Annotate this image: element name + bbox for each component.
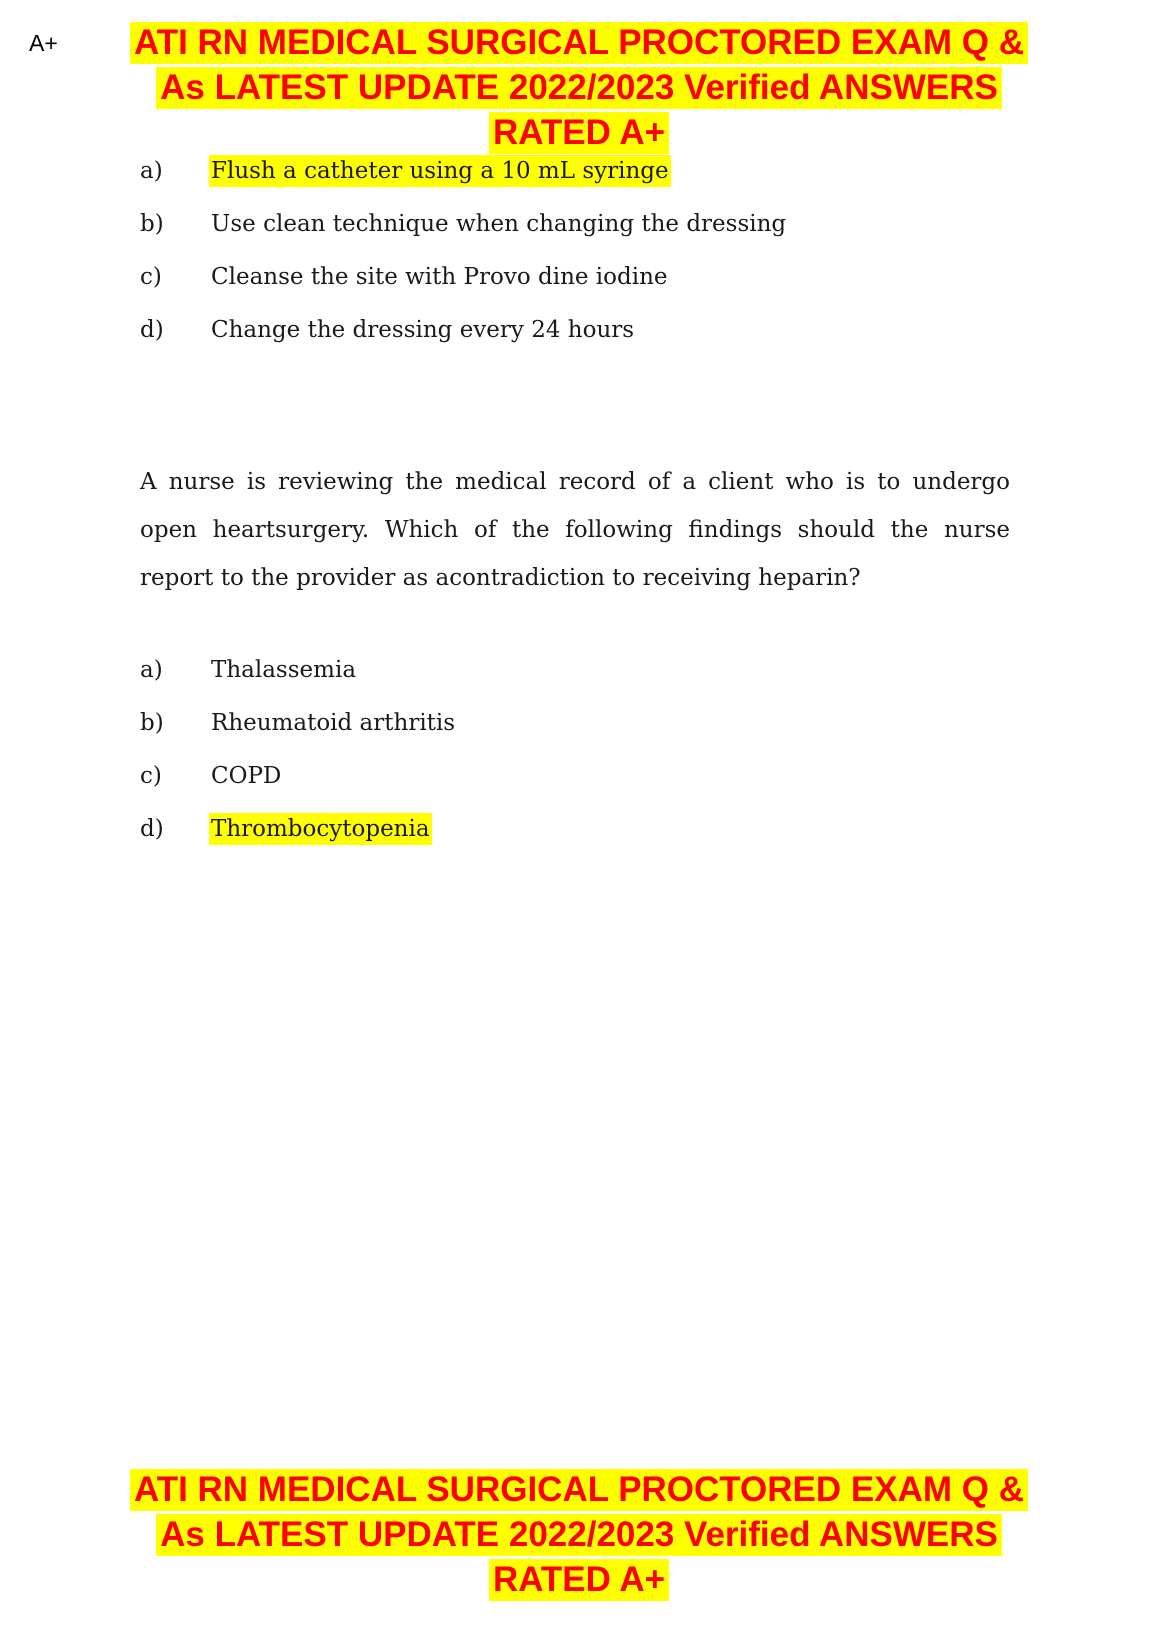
banner-line-2: As LATEST UPDATE 2022/2023 Verified ANSWERS <box>156 1514 1002 1556</box>
option-text: Change the dressing every 24 hours <box>211 317 635 343</box>
option-item <box>140 760 1040 813</box>
option-item <box>140 654 1040 707</box>
option-letter: a) <box>140 158 163 184</box>
option-item <box>140 261 1040 314</box>
banner-line-3: RATED A+ <box>489 1559 669 1601</box>
option-text-highlighted: Thrombocytopenia <box>209 813 432 845</box>
option-item <box>140 155 1040 208</box>
option-text: COPD <box>211 763 282 789</box>
question-1-options <box>140 155 1040 367</box>
option-letter: b) <box>140 211 164 237</box>
option-text: Use clean technique when changing the dressing <box>211 211 787 237</box>
option-text: Thalassemia <box>211 657 357 683</box>
option-item <box>140 813 1040 866</box>
question-2-options <box>140 654 1040 866</box>
footer-banner <box>0 1467 1158 1602</box>
option-letter: c) <box>140 264 162 290</box>
option-letter: d) <box>140 317 164 343</box>
option-letter: c) <box>140 763 162 789</box>
option-letter: a) <box>140 657 163 683</box>
banner-line-3: RATED A+ <box>489 112 669 154</box>
option-text: Cleanse the site with Provo dine iodine <box>211 264 668 290</box>
banner-line-2: As LATEST UPDATE 2022/2023 Verified ANSWERS <box>156 67 1002 109</box>
option-item <box>140 707 1040 760</box>
option-letter: b) <box>140 710 164 736</box>
header-banner <box>0 20 1158 155</box>
option-item <box>140 208 1040 261</box>
banner-line-1: ATI RN MEDICAL SURGICAL PROCTORED EXAM Q & <box>130 22 1028 64</box>
question-2-text: A nurse is reviewing the medical record of a client who is to undergo open heartsurgery. Which of the following findings should the nurse report to the provider as acontradiction to receiving heparin? <box>140 469 1010 591</box>
banner-line-1: ATI RN MEDICAL SURGICAL PROCTORED EXAM Q & <box>130 1469 1028 1511</box>
option-letter: d) <box>140 816 164 842</box>
option-text-highlighted: Flush a catheter using a 10 mL syringe <box>209 155 671 187</box>
corner-mark: A+ <box>29 30 58 56</box>
option-text: Rheumatoid arthritis <box>211 710 456 736</box>
option-item <box>140 314 1040 367</box>
